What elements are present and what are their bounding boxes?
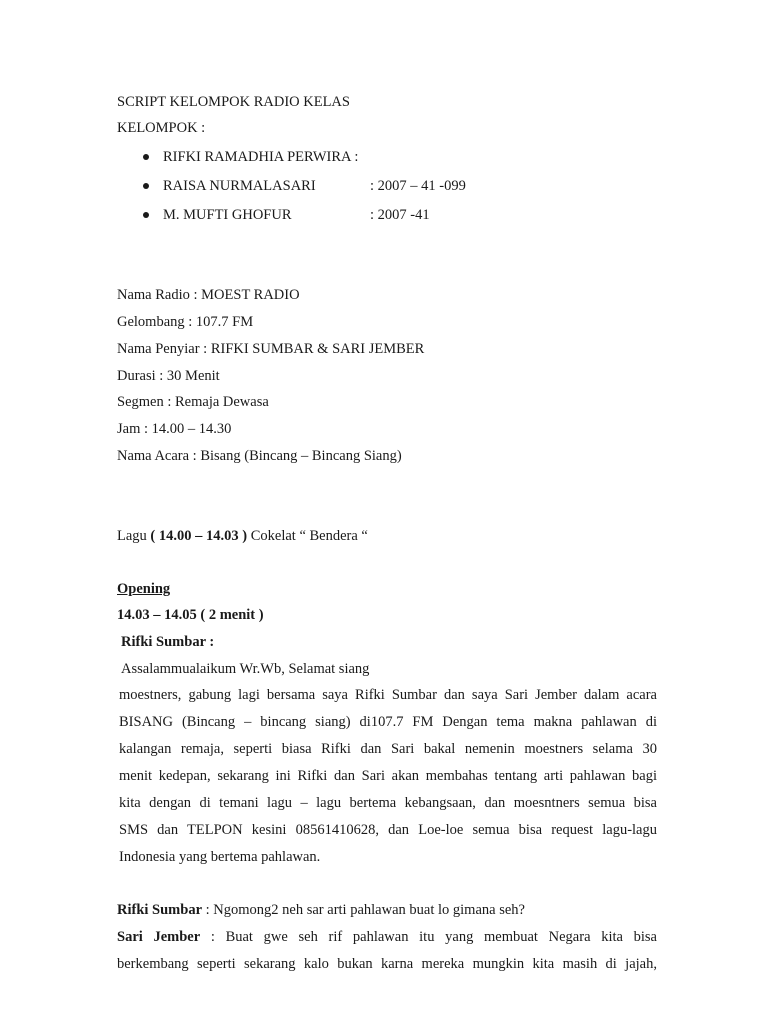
opening-heading: Opening: [117, 581, 171, 597]
song-prefix: Lagu: [117, 528, 151, 544]
member-id: : 2007 -41: [370, 207, 430, 223]
dialogue-line: [117, 900, 525, 920]
dialogue-text: berkembang seperti sekarang kalo bukan karna mereka mungkin kita masih di jajah,: [117, 956, 657, 972]
dialogue-speaker: Rifki Sumbar: [117, 902, 203, 918]
member-name: RIFKI RAMADHIA PERWIRA :: [163, 149, 359, 165]
info-radio: Nama Radio : MOEST RADIO: [117, 287, 300, 303]
info-hosts: Nama Penyiar : RIFKI SUMBAR & SARI JEMBER: [117, 341, 425, 357]
opening-greeting: Assalammualaikum Wr.Wb, Selamat siang: [121, 661, 370, 677]
member-name: RAISA NURMALASARI: [163, 178, 316, 194]
dialogue-speaker: Sari Jember: [117, 929, 201, 945]
member-item: [143, 147, 358, 167]
song-line: [117, 526, 368, 546]
group-label: KELOMPOK :: [117, 120, 206, 136]
paragraph-line: moestners, gabung lagi bersama saya Rifki Sumbar dan saya Sari Jember dalam acara: [119, 687, 657, 703]
info-show: Nama Acara : Bisang (Bincang – Bincang Siang): [117, 448, 402, 464]
opening-paragraph: [119, 682, 657, 871]
member-name: M. MUFTI GHOFUR: [163, 207, 292, 223]
dialogue-line: [117, 954, 657, 974]
opening-speaker: Rifki Sumbar :: [121, 634, 215, 650]
paragraph-line: kita dengan di temani lagu – lagu bertema kebangsaan, dan moesntners semua bisa: [119, 795, 657, 811]
bullet-icon: [143, 154, 149, 160]
opening-time: 14.03 – 14.05 ( 2 menit ): [117, 607, 264, 623]
paragraph-line: menit kedepan, sekarang ini Rifki dan Sari akan membahas tentang arti pahlawan bagi: [119, 768, 657, 784]
song-time: ( 14.00 – 14.03 ): [150, 528, 248, 544]
member-id: : 2007 – 41 -099: [370, 178, 466, 194]
dialogue-text: : Ngomong2 neh sar arti pahlawan buat lo gimana seh?: [202, 902, 525, 918]
paragraph-line: kalangan remaja, seperti biasa Rifki dan Sari bakal nemenin moestners selama 30: [119, 741, 657, 757]
bullet-icon: [143, 212, 149, 218]
document-title: SCRIPT KELOMPOK RADIO KELAS: [117, 94, 350, 110]
paragraph-line: Indonesia yang bertema pahlawan.: [119, 849, 321, 865]
dialogue-line: [117, 927, 657, 947]
paragraph-line: SMS dan TELPON kesini 08561410628, dan Loe-loe semua bisa request lagu-lagu: [119, 822, 657, 838]
member-item: [143, 176, 466, 196]
bullet-icon: [143, 183, 149, 189]
member-item: [143, 205, 430, 225]
song-title: Cokelat “ Bendera “: [247, 528, 368, 544]
info-duration: Durasi : 30 Menit: [117, 368, 220, 384]
info-time: Jam : 14.00 – 14.30: [117, 421, 232, 437]
info-wave: Gelombang : 107.7 FM: [117, 314, 254, 330]
paragraph-line: BISANG (Bincang – bincang siang) di107.7 FM Dengan tema makna pahlawan di: [119, 714, 657, 730]
info-segment: Segmen : Remaja Dewasa: [117, 394, 269, 410]
dialogue-text: : Buat gwe seh rif pahlawan itu yang membuat Negara kita bisa: [200, 929, 657, 945]
